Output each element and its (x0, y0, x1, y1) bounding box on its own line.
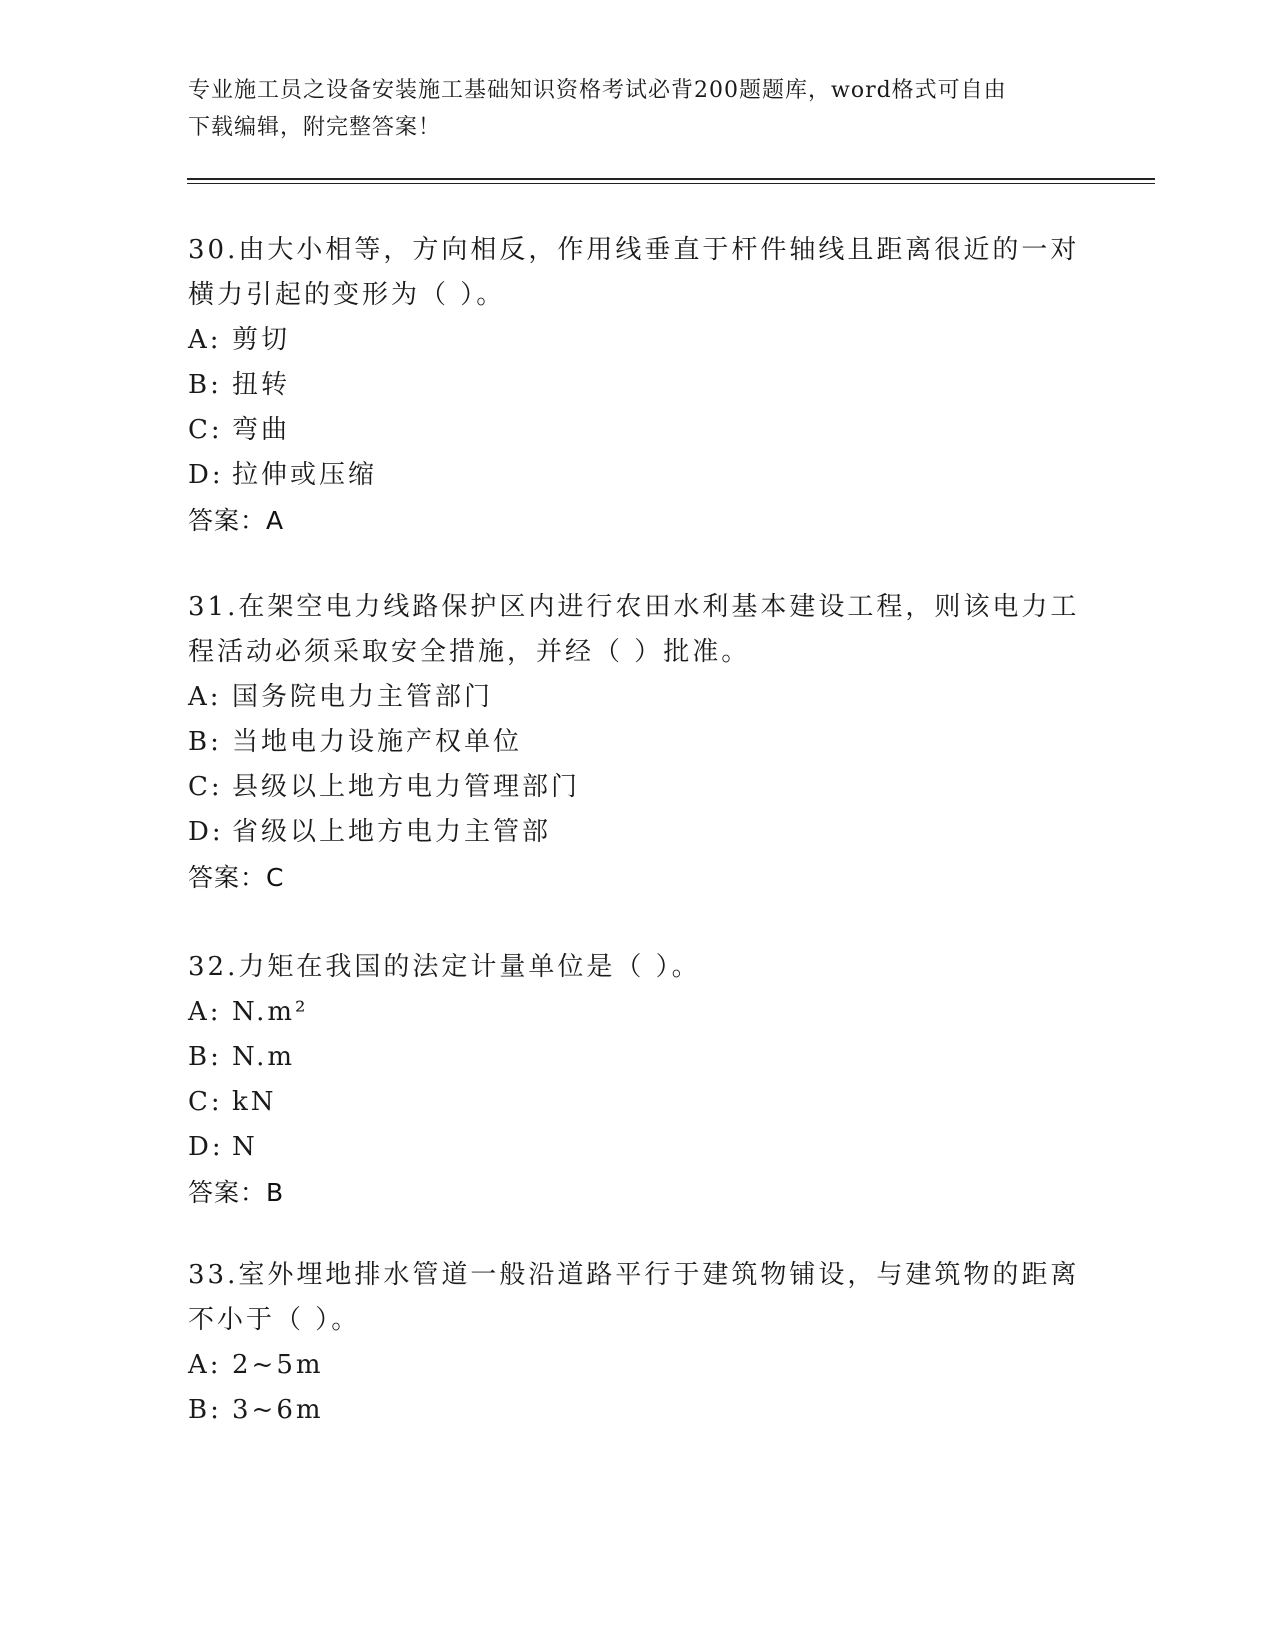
option-c (188, 765, 1088, 810)
option-label: B: (188, 370, 222, 400)
option-text: N.m (232, 1042, 296, 1072)
question-stem-line: 33.室外埋地排水管道一般沿道路平行于建筑物铺设，与建筑物的距离 (188, 1260, 1080, 1290)
question-stem-line: 32.力矩在我国的法定计量单位是（ ）。 (188, 952, 701, 982)
option-label: D: (188, 1132, 224, 1162)
question-stem-line: 31.在架空电力线路保护区内进行农田水利基本建设工程，则该电力工 (188, 592, 1080, 622)
option-text: 拉伸或压缩 (232, 460, 378, 490)
header-divider-thick (187, 178, 1155, 180)
option-label: C: (188, 1087, 223, 1117)
question-31 (188, 585, 1088, 900)
option-text: 3~6m (232, 1395, 324, 1425)
question-32 (188, 945, 1088, 1215)
option-text: 省级以上地方电力主管部 (232, 817, 552, 847)
option-label: C: (188, 772, 223, 802)
option-text: N.m² (232, 997, 309, 1027)
option-label: B: (188, 1042, 222, 1072)
question-stem-line: 横力引起的变形为（ ）。 (188, 280, 506, 310)
option-label: A: (188, 1350, 222, 1380)
option-b (188, 720, 1088, 765)
option-label: D: (188, 817, 224, 847)
option-text: 国务院电力主管部门 (232, 682, 494, 712)
option-text: 当地电力设施产权单位 (232, 727, 523, 757)
option-text: kN (232, 1087, 277, 1117)
question-stem-line: 不小于（ ）。 (188, 1305, 361, 1335)
question-stem-line: 30.由大小相等，方向相反，作用线垂直于杆件轴线且距离很近的一对 (188, 235, 1080, 265)
option-d (188, 1125, 1088, 1170)
option-text: 县级以上地方电力管理部门 (232, 772, 581, 802)
question-stem-line: 程活动必须采取安全措施，并经（ ）批准。 (188, 637, 751, 667)
option-b (188, 363, 1088, 408)
answer-label: 答案：B (188, 1178, 285, 1207)
option-text: 2~5m (232, 1350, 324, 1380)
option-text: N (232, 1132, 258, 1162)
answer-label: 答案：A (188, 506, 285, 535)
answer-label: 答案：C (188, 863, 285, 892)
question-33 (188, 1253, 1088, 1433)
option-a (188, 1343, 1088, 1388)
option-label: B: (188, 1395, 222, 1425)
question-30 (188, 228, 1088, 543)
option-label: C: (188, 415, 223, 445)
option-a (188, 318, 1088, 363)
option-label: D: (188, 460, 224, 490)
option-c (188, 408, 1088, 453)
option-b (188, 1388, 1088, 1433)
option-label: A: (188, 997, 222, 1027)
option-a (188, 990, 1088, 1035)
option-b (188, 1035, 1088, 1080)
option-text: 扭转 (232, 370, 291, 400)
document-header (188, 72, 1088, 146)
option-text: 弯曲 (232, 415, 291, 445)
option-label: A: (188, 325, 222, 355)
option-c (188, 1080, 1088, 1125)
header-divider-thin (187, 183, 1155, 184)
option-label: B: (188, 727, 222, 757)
header-line-1: 专业施工员之设备安装施工基础知识资格考试必背200题题库，word格式可自由 (188, 78, 1007, 103)
option-a (188, 675, 1088, 720)
option-text: 剪切 (232, 325, 291, 355)
option-d (188, 810, 1088, 855)
option-d (188, 453, 1088, 498)
header-line-2: 下载编辑，附完整答案！ (188, 115, 442, 140)
option-label: A: (188, 682, 222, 712)
